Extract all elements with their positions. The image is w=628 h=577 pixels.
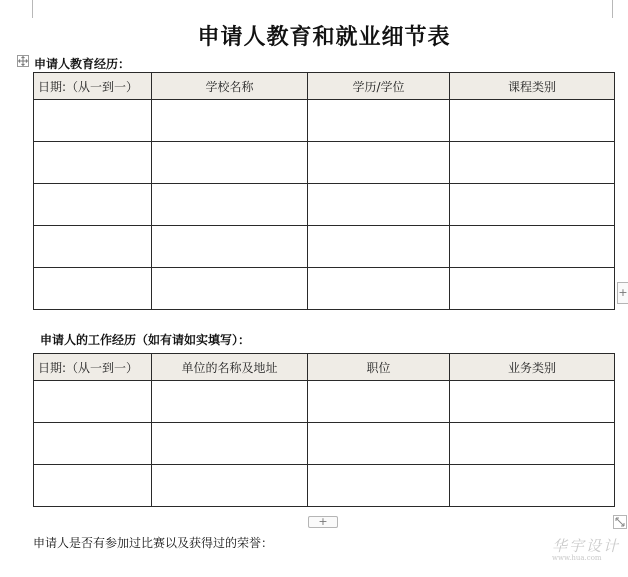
page-margin-mark-left: [32, 0, 33, 18]
education-header-row: [34, 73, 615, 100]
table-cell[interactable]: [34, 226, 152, 268]
table-cell[interactable]: [450, 268, 615, 310]
table-row: [34, 226, 615, 268]
column-header-business[interactable]: 业务类别: [450, 354, 615, 381]
column-header-school[interactable]: 学校名称: [152, 73, 308, 100]
table-cell[interactable]: [450, 465, 615, 507]
table-cell[interactable]: [450, 142, 615, 184]
table-cell[interactable]: [34, 465, 152, 507]
work-table: [33, 353, 615, 507]
table-cell[interactable]: [308, 184, 450, 226]
watermark-logo: [552, 535, 622, 562]
table-cell[interactable]: [308, 226, 450, 268]
add-row-button[interactable]: +: [308, 516, 338, 528]
table-cell[interactable]: [308, 100, 450, 142]
table-row: [34, 184, 615, 226]
table-cell[interactable]: [152, 381, 308, 423]
table-cell[interactable]: [34, 381, 152, 423]
column-header-employer[interactable]: 单位的名称及地址: [152, 354, 308, 381]
table-cell[interactable]: [308, 381, 450, 423]
honors-prompt: 申请人是否有参加过比赛以及获得过的荣誉：: [33, 536, 274, 550]
column-header-course[interactable]: 课程类别: [450, 73, 615, 100]
table-row: [34, 268, 615, 310]
table-cell[interactable]: [308, 465, 450, 507]
table-cell[interactable]: [152, 100, 308, 142]
column-header-position[interactable]: 职位: [308, 354, 450, 381]
table-cell[interactable]: [34, 100, 152, 142]
work-header-row: [34, 354, 615, 381]
table-cell[interactable]: [34, 268, 152, 310]
resize-corner-icon[interactable]: [613, 515, 627, 529]
work-section-heading: 申请人的工作经历（如有请如实填写）：: [40, 333, 251, 347]
move-cross-icon: [18, 56, 28, 66]
table-cell[interactable]: [450, 423, 615, 465]
column-header-date[interactable]: 日期:（从一到一）: [34, 73, 152, 100]
table-cell[interactable]: [152, 268, 308, 310]
table-cell[interactable]: [152, 465, 308, 507]
table-cell[interactable]: [308, 423, 450, 465]
page-title: 申请人教育和就业细节表: [197, 24, 451, 50]
page-margin-mark-right: [612, 0, 613, 18]
column-header-degree[interactable]: 学历/学位: [308, 73, 450, 100]
table-cell[interactable]: [34, 184, 152, 226]
table-cell[interactable]: [450, 184, 615, 226]
table-cell[interactable]: [450, 226, 615, 268]
table-cell[interactable]: [450, 381, 615, 423]
education-table: [33, 72, 615, 310]
column-header-date[interactable]: 日期:（从一到一）: [34, 354, 152, 381]
table-cell[interactable]: [308, 142, 450, 184]
table-cell[interactable]: [308, 268, 450, 310]
watermark-text: 华宇设计: [552, 537, 621, 555]
table-cell[interactable]: [152, 142, 308, 184]
table-cell[interactable]: [34, 142, 152, 184]
table-cell[interactable]: [152, 184, 308, 226]
watermark-url: www.hua.com: [552, 554, 602, 562]
table-cell[interactable]: [152, 226, 308, 268]
table-cell[interactable]: [34, 423, 152, 465]
table-row: [34, 100, 615, 142]
table-row: [34, 381, 615, 423]
table-row: [34, 423, 615, 465]
education-section-heading: 申请人教育经历：: [34, 57, 131, 71]
table-cell[interactable]: [152, 423, 308, 465]
add-column-button[interactable]: +: [617, 282, 628, 304]
table-row: [34, 142, 615, 184]
table-row: [34, 465, 615, 507]
table-move-handle[interactable]: [17, 55, 29, 67]
table-cell[interactable]: [450, 100, 615, 142]
